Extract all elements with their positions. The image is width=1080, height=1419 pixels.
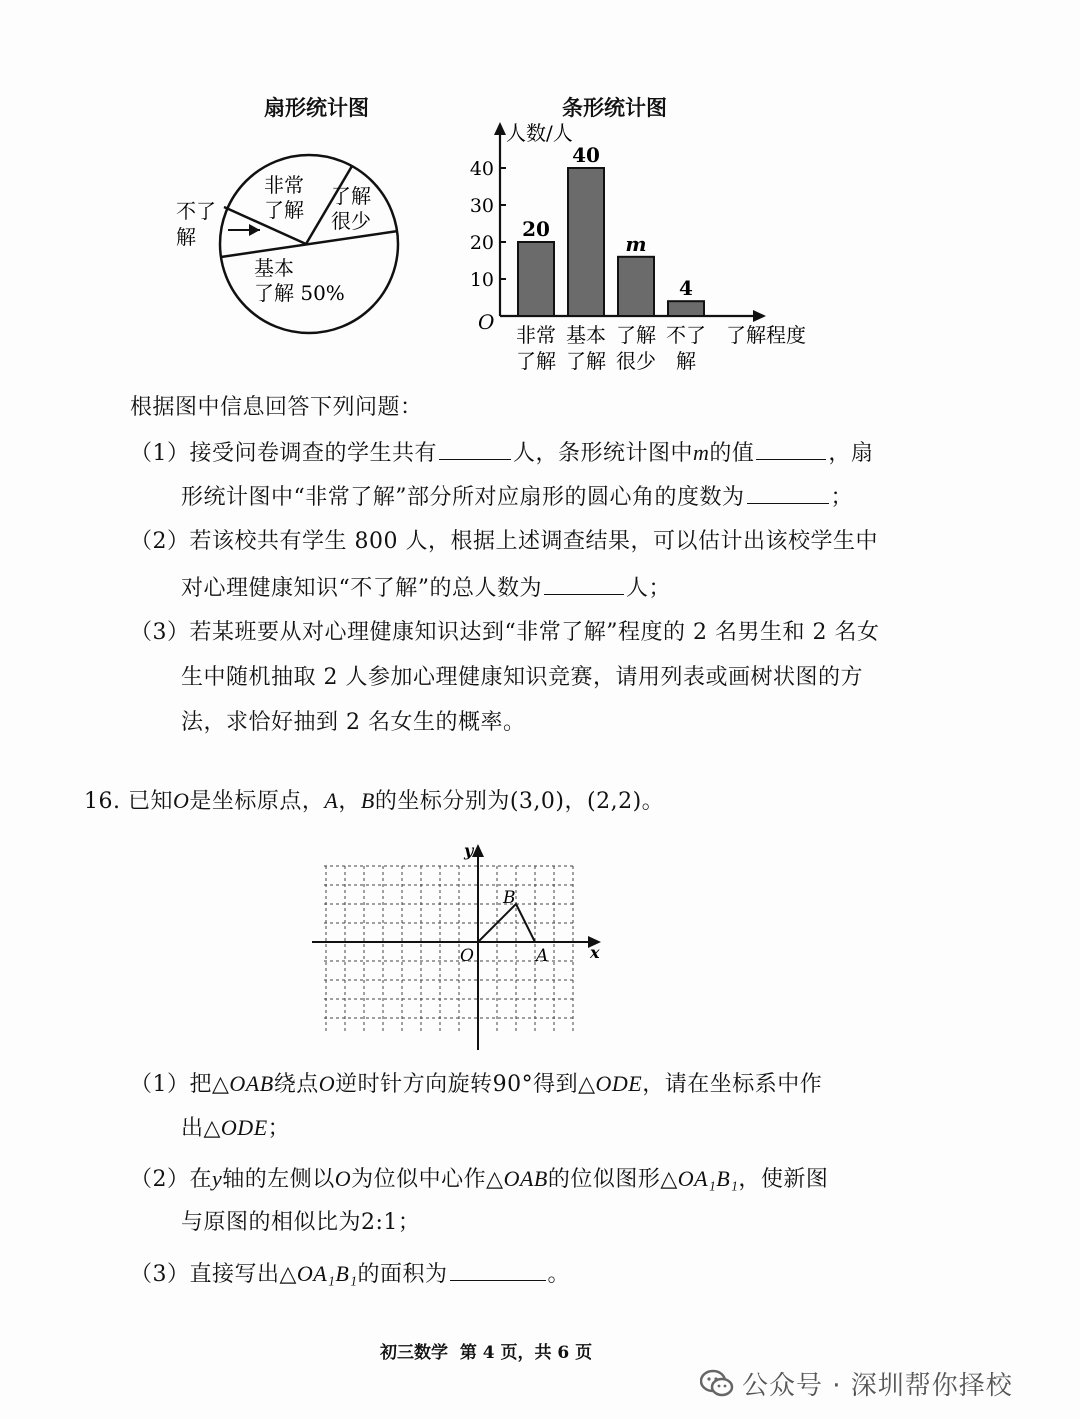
q15-p1-end: ； [830, 485, 854, 510]
q15-p1-text-c: 的值 [709, 441, 755, 466]
q16-p1-ode: ODE [595, 1071, 643, 1096]
bar-data-label-4: 4 [679, 276, 693, 301]
bar-y-tick-label-10: 10 [470, 269, 494, 291]
q15-part3-line2: 生中随机抽取 2 人参加心理健康知识竞赛，请用列表或画树状图的方 [181, 665, 863, 690]
bar-category-label-3-line1: 了解 [616, 323, 656, 347]
q15-part1-line1 [130, 437, 873, 469]
q15-p1-text-d: ，扇 [828, 441, 874, 466]
q16-p2-y: y [212, 1166, 223, 1191]
q16-part2-line1 [130, 1164, 828, 1195]
q16-stem-b: 是坐标原点， [189, 789, 325, 814]
q16-stem-comma: ， [338, 789, 361, 814]
watermark-text: 公众号 · 深圳帮你择校 [742, 1371, 1013, 1401]
q15-p1-line2-text: 形统计图中“非常了解”部分所对应扇形的圆心角的度数为 [181, 485, 745, 510]
q16-p1-O: O [318, 1071, 336, 1096]
q16-p3-tri: OA₁B₁ [296, 1261, 358, 1286]
coordinate-grid [300, 840, 620, 1055]
q16-p3-b: 的面积为 [357, 1262, 448, 1287]
q16-p1-line2-a: 出△ [181, 1116, 221, 1141]
q15-p2-end: 人； [626, 576, 672, 601]
q16-part1-line1 [130, 1069, 822, 1100]
bar-y-tick-label-30: 30 [470, 195, 494, 217]
q16-stem-B: B [360, 788, 375, 813]
answer-blank-area[interactable] [450, 1258, 546, 1281]
q16-p1-d: ，请在坐标系中作 [642, 1072, 823, 1097]
q15-p1-text-a: （1）接受问卷调查的学生共有 [130, 441, 437, 466]
grid-point-B: B [503, 888, 516, 908]
grid-x-label: x [590, 943, 600, 962]
q16-part1-line2 [181, 1113, 290, 1144]
bar-4 [668, 301, 704, 316]
bar-y-axis-label: 人数/人 [506, 121, 573, 145]
q16-p3-a: （3）直接写出△ [130, 1262, 297, 1287]
bar-category-label-3-line2: 很少 [616, 349, 656, 373]
q16-stem-c: 的坐标分别为(3,0)，(2,2)。 [374, 789, 665, 814]
pie-label-little-2: 很少 [331, 209, 371, 233]
bar-category-label-4-line1: 不了 [666, 323, 706, 347]
q16-p2-e: ，使新图 [738, 1167, 829, 1192]
q15-part2-line2 [181, 572, 671, 604]
bar-y-axis-arrow [494, 122, 506, 135]
bar-data-label-2: 40 [572, 143, 600, 167]
bar-y-tick-label-40: 40 [470, 158, 494, 180]
q15-p1-m: m [693, 440, 710, 465]
q16-p1-a: （1）把△ [130, 1072, 230, 1097]
bar-chart-title: 条形统计图 [562, 95, 667, 120]
bar-3 [618, 257, 654, 316]
q15-part3-line3: 法，求恰好抽到 2 名女生的概率。 [181, 710, 526, 735]
q15-part2-line1: （2）若该校共有学生 800 人，根据上述调查结果，可以估计出该校学生中 [130, 529, 878, 554]
pie-label-none-2: 解 [176, 225, 196, 249]
q15-part1-line2 [181, 481, 853, 513]
q16-p2-d: 的位似图形△ [547, 1167, 678, 1192]
q16-stem-O: O [173, 788, 190, 813]
wechat-icon [700, 1369, 734, 1399]
watermark [700, 1365, 1013, 1402]
pie-chart-title: 扇形统计图 [264, 95, 369, 120]
q16-stem-A: A [324, 788, 339, 813]
bar-category-label-2-line1: 基本 [566, 323, 606, 347]
answer-blank-angle[interactable] [747, 481, 829, 504]
bar-data-label-1: 20 [522, 217, 550, 241]
q15-p1-text-b: 人，条形统计图中 [513, 441, 694, 466]
pie-label-little-1: 了解 [331, 184, 371, 208]
q16-p3-end: 。 [547, 1262, 571, 1287]
q15-p2-text: 对心理健康知识“不了解”的总人数为 [181, 576, 542, 601]
bar-origin-label: O [478, 310, 495, 334]
pie-arrow-head [249, 224, 260, 236]
bar-2 [568, 168, 604, 316]
q16-number: 16. [84, 789, 121, 814]
q15-intro: 根据图中信息回答下列问题： [130, 395, 423, 420]
q16-part2-line2: 与原图的相似比为2:1； [181, 1210, 421, 1235]
q16-part3 [130, 1258, 570, 1290]
answer-blank-none-count[interactable] [544, 572, 624, 595]
pie-label-very-1: 非常 [264, 173, 304, 197]
bar-x-axis-arrow [753, 310, 766, 322]
q16-p2-b: 轴的左侧以 [222, 1167, 335, 1192]
pie-label-none-1: 不了 [176, 199, 216, 223]
bar-data-label-3: m [625, 231, 647, 256]
bar-category-label-4-line2: 解 [676, 349, 696, 373]
grid-point-A: A [536, 946, 549, 966]
q16-p1-tri: OAB [229, 1071, 274, 1096]
q16-stem [84, 786, 664, 817]
q16-stem-a: 已知 [128, 789, 174, 814]
pie-label-very-2: 了解 [264, 198, 304, 222]
bar-y-tick-label-20: 20 [470, 232, 494, 254]
q16-p1-c: 逆时针方向旋转90°得到△ [335, 1072, 596, 1097]
grid-origin-label: O [460, 946, 474, 966]
pie-label-basic-1: 基本 [254, 256, 294, 280]
q16-p2-O: O [334, 1166, 352, 1191]
q15-part3-line1: （3）若某班要从对心理健康知识达到“非常了解”程度的 2 名男生和 2 名女 [130, 620, 880, 645]
pie-chart [160, 140, 420, 360]
answer-blank-m[interactable] [756, 437, 826, 460]
grid-y-label: y [464, 841, 474, 860]
bar-1 [518, 242, 554, 316]
q16-p2-tri: OAB [503, 1166, 548, 1191]
page-footer: 初三数学 第 4 页，共 6 页 [380, 1343, 593, 1363]
q16-p2-tri2: OA₁B₁ [677, 1166, 739, 1191]
q16-p2-c: 为位似中心作△ [351, 1167, 504, 1192]
q16-p1-b: 绕点 [273, 1072, 319, 1097]
q16-p1-line2-ode: ODE [220, 1115, 268, 1140]
pie-label-basic-2: 了解 50% [254, 281, 345, 305]
bar-chart [470, 118, 830, 380]
q16-p1-line2-c: ； [267, 1116, 291, 1141]
bar-category-label-2-line2: 了解 [566, 349, 606, 373]
grid-y-axis-arrow [472, 844, 484, 857]
bar-category-label-1-line2: 了解 [516, 349, 556, 373]
answer-blank-total[interactable] [439, 437, 511, 460]
bar-category-label-1-line1: 非常 [516, 323, 556, 347]
bar-x-axis-label: 了解程度 [726, 323, 806, 347]
q16-p2-a: （2）在 [130, 1167, 212, 1192]
pie-boundary-basic [221, 231, 398, 257]
